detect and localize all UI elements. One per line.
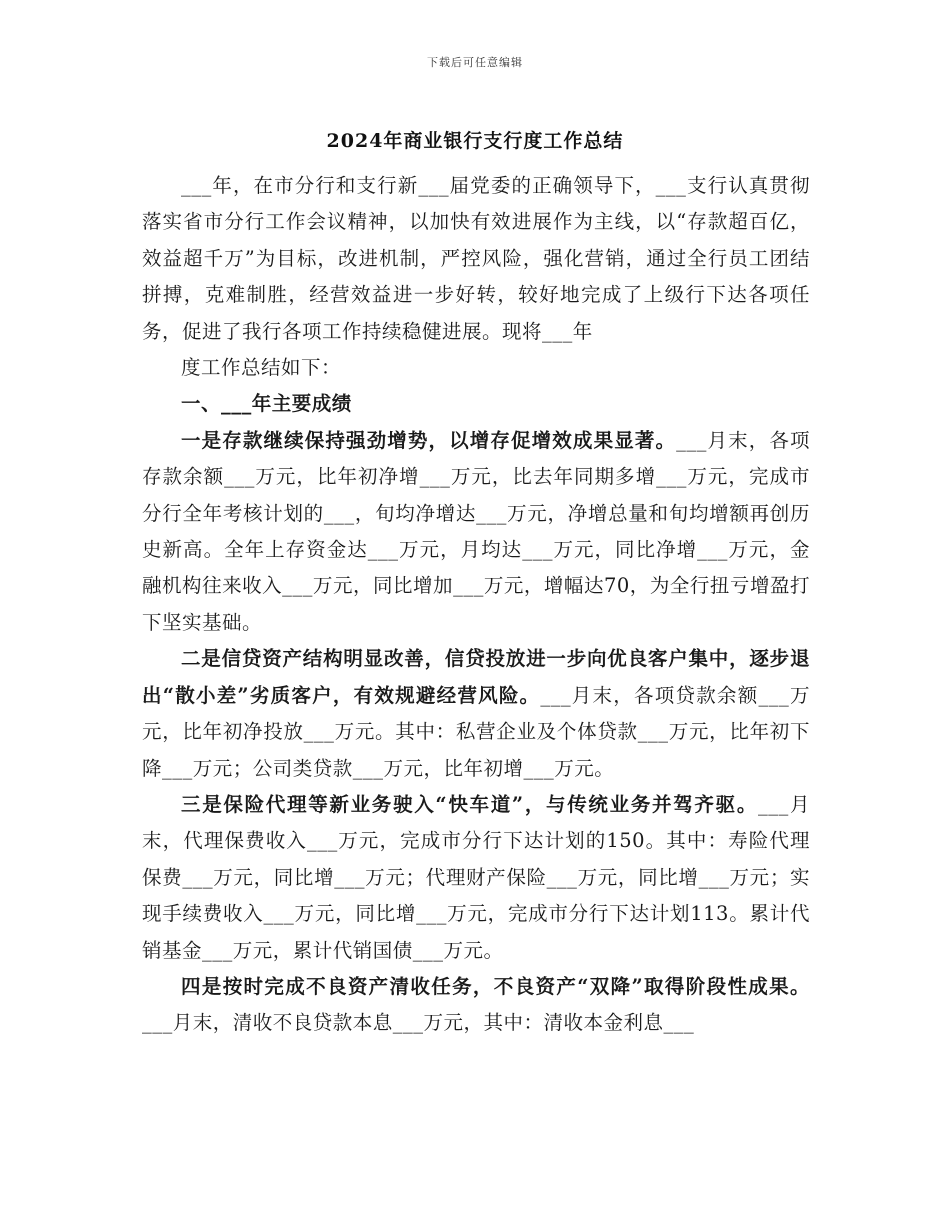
- intro-paragraph: ___年，在市分行和支行新___届党委的正确领导下，___支行认真贯彻落实省市分行工作会议精神，以加快有效进展作为主线，以“存款超百亿，效益超千万”为目标，改进机制，严控风险，强化营销，通过全行员工团结拼搏，克难制胜，经营效益进一步好转，较好地完成了上级行下达各项任务，促进了我行各项工作持续稳健进展。现将___年: [142, 174, 810, 343]
- item-body: ___月末，各项存款余额___万元，比年初净增___万元，比去年同期多增___万元，完成市分行全年考核计划的___，旬均净增达___万元，净增总量和旬均增额再创历史新高。全年上存资金达___万元，月均达___万元，同比净增___万元，金融机构往来收入___万元，同比增加___万元，增幅达70，为全行扭亏增盈打下坚实基础。: [142, 428, 810, 634]
- item-body: ___月末，代理保费收入___万元，完成市分行下达计划的150。其中：寿险代理保费___万元，同比增___万元；代理财产保险___万元，同比增___万元；实现手续费收入___万元，同比增___万元，完成市分行下达计划113。累计代销基金___万元，累计代销国债___万元。: [142, 792, 810, 962]
- item-body: ___月末，各项贷款余额___万元，比年初净投放___万元。其中：私营企业及个体贷款___万元，比年初下降___万元；公司类贷款___万元，比年初增___万元。: [142, 683, 810, 780]
- item-lead: 一是存款继续保持强劲增势，以增存促增效成果显著。: [181, 428, 677, 452]
- intro-continuation: 度工作总结如下：: [181, 356, 342, 380]
- item-lead: 四是按时完成不良资产清收任务，不良资产“双降”取得阶段性成果。: [181, 974, 810, 998]
- item-lead: 三是保险代理等新业务驶入“快车道”，与传统业务并驾齐驱。: [181, 792, 759, 816]
- achievement-item-3: [142, 787, 810, 969]
- achievement-item-1: [142, 423, 810, 641]
- document-title: 2024年商业银行支行度工作总结: [326, 130, 624, 152]
- item-lead: 二是信贷资产结构明显改善，信贷投放进一步向优良客户集中，逐步退出“散小差”劣质客户，有效规避经营风险。: [142, 647, 810, 707]
- document-body: [142, 168, 810, 1042]
- item-body: ___月末，清收不良贷款本息___万元，其中：清收本金利息___: [142, 1011, 695, 1035]
- achievement-item-2: [142, 641, 810, 787]
- section-heading: 一、___年主要成绩: [181, 392, 352, 416]
- achievement-item-4: [142, 969, 810, 1042]
- header-note: 下载后可任意编辑: [427, 56, 523, 69]
